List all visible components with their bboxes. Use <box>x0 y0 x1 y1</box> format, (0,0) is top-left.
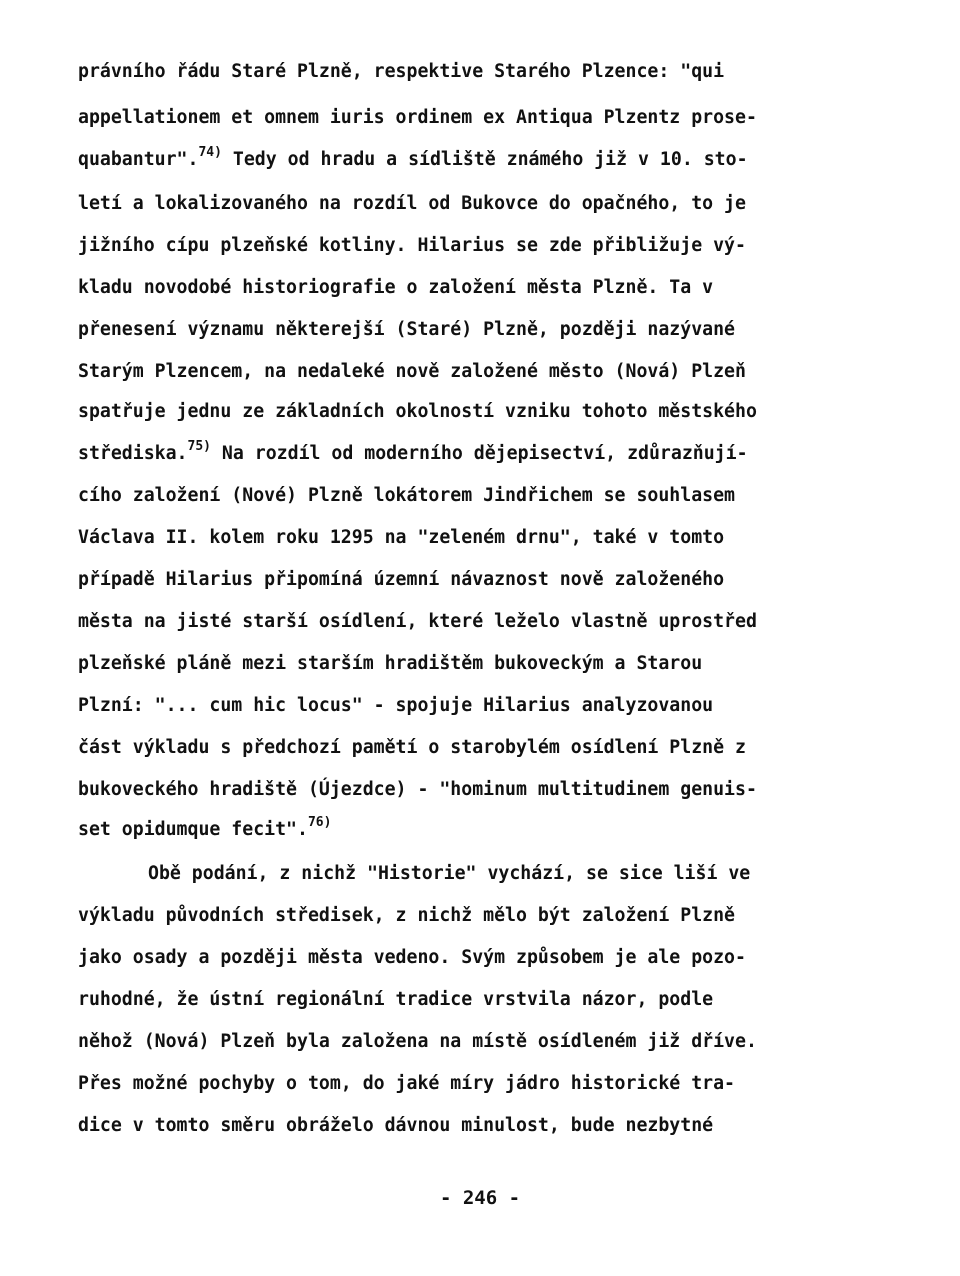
text-line: Obě podání, z nichž "Historie" vychází, se sice liší ve <box>148 863 751 884</box>
text-line: spatřuje jednu ze základních okolností vzniku tohoto městského <box>78 401 757 422</box>
text-line: set opidumque fecit".$^{76)}$ <box>78 815 332 840</box>
text-line: výkladu původních středisek, z nichž mělo být založení Plzně <box>78 905 735 926</box>
text-line: kladu novodobé historiografie o založení města Plzně. Ta v <box>78 277 714 298</box>
text-line: případě Hilarius připomíná územní návaznost nově založeného <box>78 569 725 590</box>
text-line: Plzní: "... cum hic locus" - spojuje Hilarius analyzovanou <box>78 695 714 716</box>
text-line: jižního cípu plzeňské kotliny. Hilarius se zde přibližuje vý- <box>78 235 746 256</box>
text-line: ruhodné, že ústní regionální tradice vrstvila názor, podle <box>78 989 714 1010</box>
text-line: dice v tomto směru obráželo dávnou minulost, bude nezbytné <box>78 1115 714 1136</box>
footnote-ref: 75) <box>187 439 211 454</box>
text-line: střediska.$^{75)}$ Na rozdíl od moderního dějepisectví, zdůrazňují- <box>78 439 748 464</box>
text-line: plzeňské pláně mezi starším hradištěm bukoveckým a Starou <box>78 653 703 674</box>
footnote-ref: 76) <box>307 815 332 830</box>
text-line: quabantur".$^{74)}$ Tedy od hradu a sídliště známého již v 10. sto- <box>78 145 748 170</box>
text-line: Václava II. kolem roku 1295 na "zeleném drnu", také v tomto <box>78 527 725 548</box>
text-line: Starým Plzencem, na nedaleké nově založené město (Nová) Plzeň <box>78 361 746 382</box>
text-line: bukoveckého hradiště (Újezdce) - "hominum multitudinem genuis- <box>78 779 757 800</box>
text-line: část výkladu s předchozí pamětí o starobylém osídlení Plzně z <box>78 737 746 758</box>
page-number: - 246 - <box>439 1187 521 1209</box>
text-line: právního řádu Staré Plzně, respektive Starého Plzence: "qui <box>78 61 725 82</box>
text-line: appellationem et omnem iuris ordinem ex Antiqua Plzentz prose- <box>78 107 757 128</box>
footnote-ref: 74) <box>198 145 222 160</box>
text-line: cího založení (Nové) Plzně lokátorem Jindřichem se souhlasem <box>78 485 735 506</box>
text-line: města na jisté starší osídlení, které leželo vlastně uprostřed <box>78 611 757 632</box>
text-line: letí a lokalizovaného na rozdíl od Bukovce do opačného, to je <box>78 193 746 214</box>
text-line: Přes možné pochyby o tom, do jaké míry jádro historické tra- <box>78 1073 735 1094</box>
text-line: přenesení významu některejší (Staré) Plzně, později nazývané <box>78 319 735 340</box>
text-line: něhož (Nová) Plzeň byla založena na místě osídleném již dříve. <box>78 1031 757 1052</box>
text-line: jako osady a později města vedeno. Svým způsobem je ale pozo- <box>78 947 746 968</box>
